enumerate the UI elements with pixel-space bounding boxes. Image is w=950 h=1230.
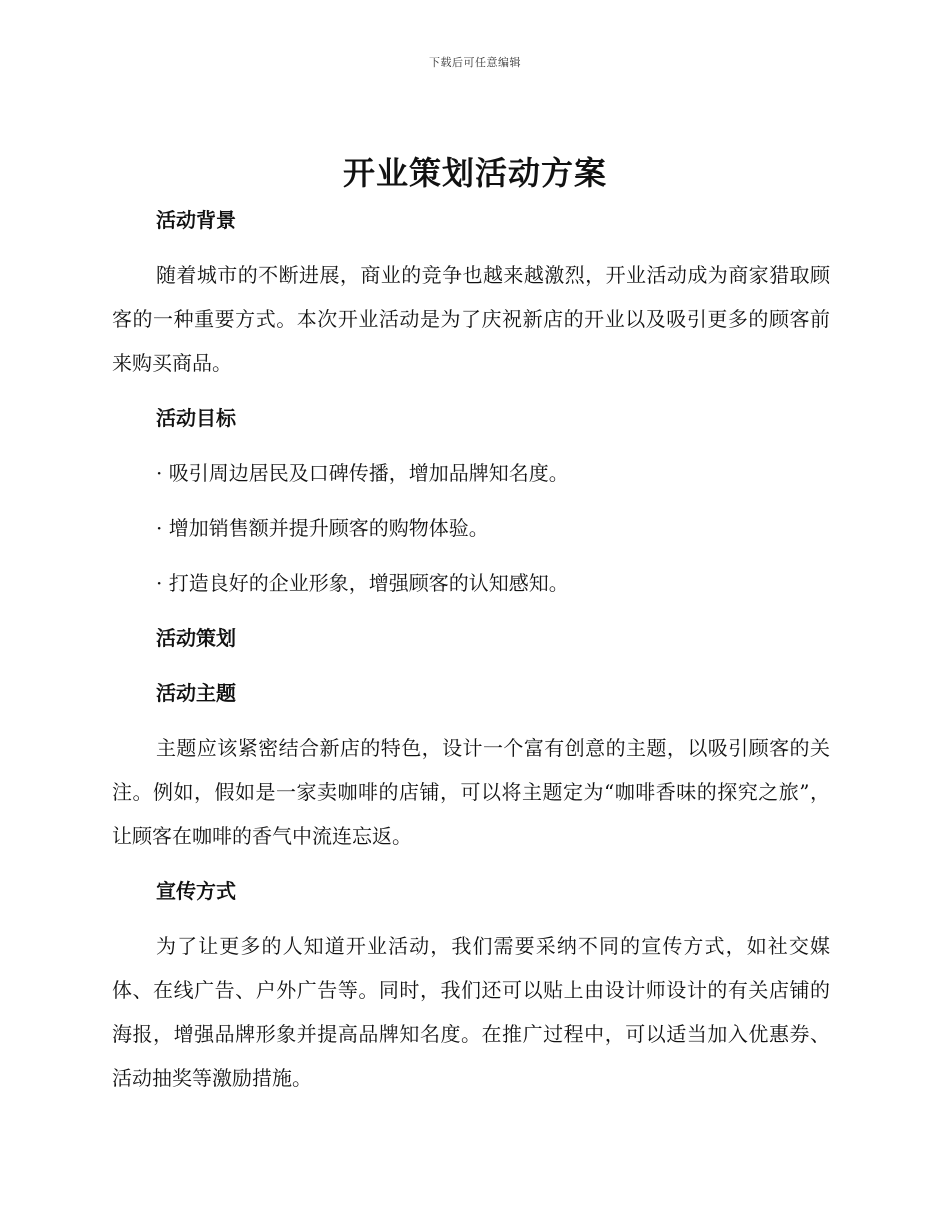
section-planning — [112, 616, 830, 671]
section-heading-theme: 活动主题 — [156, 681, 236, 705]
section-theme — [112, 671, 830, 858]
background-paragraph: 随着城市的不断进展，商业的竞争也越来越激烈，开业活动成为商家猎取顾客的一种重要方式。本次开业活动是为了庆祝新店的开业以及吸引更多的顾客前来购买商品。 — [112, 263, 830, 375]
section-background — [112, 198, 830, 385]
section-heading-goals: 活动目标 — [156, 406, 236, 430]
section-heading-background: 活动背景 — [156, 208, 236, 232]
section-goals — [112, 396, 830, 605]
promotion-paragraph: 为了让更多的人知道开业活动，我们需要采纳不同的宣传方式，如社交媒体、在线广告、户外广告等。同时，我们还可以贴上由设计师设计的有关店铺的海报，增强品牌形象并提高品牌知名度。在推广过程中，可以适当加入优惠券、活动抽奖等激励措施。 — [112, 934, 830, 1090]
document-body — [112, 198, 830, 1111]
section-promotion — [112, 869, 830, 1100]
document-title: 开业策划活动方案 — [342, 154, 607, 192]
theme-paragraph: 主题应该紧密结合新店的特色，设计一个富有创意的主题，以吸引顾客的关注。例如，假如是一家卖咖啡的店铺，可以将主题定为“咖啡香味的探究之旅”，让顾客在咖啡的香气中流连忘返。 — [112, 736, 830, 848]
goal-item: · 打造良好的企业形象，增强顾客的认知感知。 — [156, 571, 569, 595]
goal-item: · 吸引周边居民及口碑传播，增加品牌知名度。 — [156, 461, 569, 485]
section-heading-planning: 活动策划 — [156, 626, 236, 650]
header-note: 下载后可任意编辑 — [429, 56, 521, 69]
section-heading-promotion: 宣传方式 — [156, 879, 236, 903]
goal-item: · 增加销售额并提升顾客的购物体验。 — [156, 516, 489, 540]
